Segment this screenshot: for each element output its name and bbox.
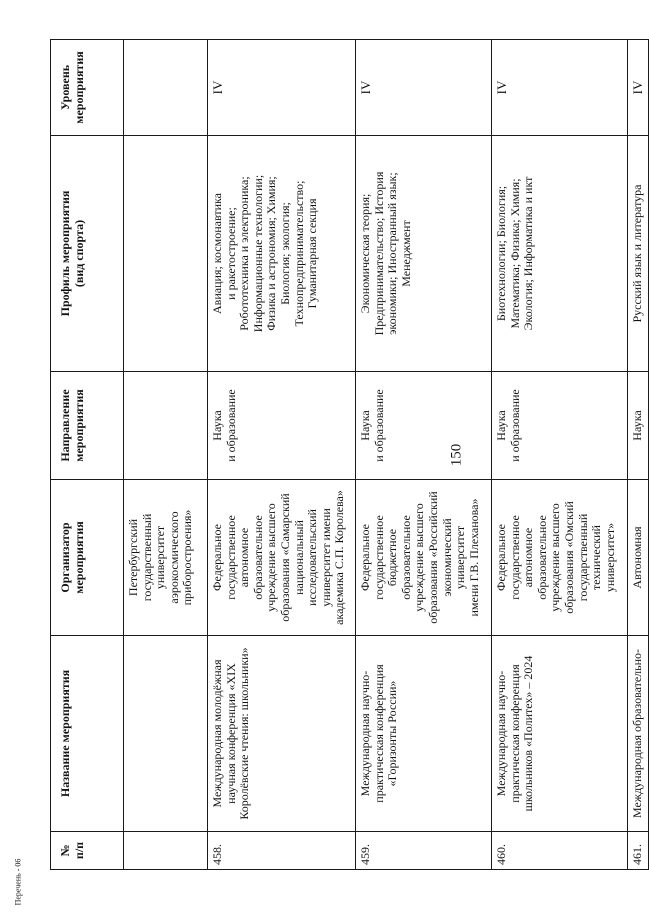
row-name: Международная образовательно- bbox=[628, 636, 649, 832]
table-row bbox=[208, 40, 356, 870]
row-profile: Авиация; космонавтика и ракетостроение; Робототехника и электроника; Информационные технологии; Физика и астрономия; Химия; Биология; экология; Технопредпринимательство; Гуманитарная секция bbox=[208, 136, 356, 372]
cont-profile bbox=[124, 136, 208, 372]
cont-organizer: Петербургский государственный университет аэрокосмического приборостроения» bbox=[124, 480, 208, 636]
header-organizer: Организатор мероприятия bbox=[51, 480, 124, 636]
events-table bbox=[50, 39, 649, 870]
row-organizer: Федеральное государственное бюджетное образовательное учреждение высшего образования «Российский экономический университет имени Г.В. Плеханова» bbox=[356, 480, 492, 636]
row-num: 461. bbox=[628, 832, 649, 870]
row-level: IV bbox=[628, 40, 649, 136]
header-num: № п/п bbox=[51, 832, 124, 870]
cont-level bbox=[124, 40, 208, 136]
header-direction: Направление мероприятия bbox=[51, 372, 124, 480]
row-level: IV bbox=[356, 40, 492, 136]
row-level: IV bbox=[492, 40, 628, 136]
row-direction: Наука и образование bbox=[492, 372, 628, 480]
row-profile: Экономическая теория; Предпринимательство; История экономики; Иностранный язык; Менеджмент bbox=[356, 136, 492, 372]
footer-code: Перечень - 06 bbox=[13, 858, 23, 906]
cont-num bbox=[124, 832, 208, 870]
row-name: Международная научно-практическая конференция «Горизонты России» bbox=[356, 636, 492, 832]
row-name: Международная молодёжная научная конференция «XIX Королёвские чтения: школьники» bbox=[208, 636, 356, 832]
row-profile: Биотехнологии; Биология; Математика; Физика; Химия; Экология; Информатика и икт bbox=[492, 136, 628, 372]
page-number: 150 bbox=[448, 443, 465, 467]
continuation-row bbox=[124, 40, 208, 870]
header-profile: Профиль мероприятия (вид спорта) bbox=[51, 136, 124, 372]
row-direction: Наука и образование bbox=[208, 372, 356, 480]
cont-direction bbox=[124, 372, 208, 480]
row-num: 460. bbox=[492, 832, 628, 870]
header-row bbox=[51, 40, 124, 870]
rotated-table-container bbox=[50, 40, 645, 870]
table-row bbox=[356, 40, 492, 870]
cont-name bbox=[124, 636, 208, 832]
row-num: 459. bbox=[356, 832, 492, 870]
row-level: IV bbox=[208, 40, 356, 136]
table-row bbox=[492, 40, 628, 870]
header-level: Уровень мероприятия bbox=[51, 40, 124, 136]
row-organizer: Федеральное государственное автономное образовательное учреждение высшего образования «Омский государственный технический университет» bbox=[492, 480, 628, 636]
header-name: Название мероприятия bbox=[51, 636, 124, 832]
table-row bbox=[628, 40, 649, 870]
row-organizer: Федеральное государственное автономное образовательное учреждение высшего образования «Самарский национальный исследовательский университет имени академика С.П. Королева» bbox=[208, 480, 356, 636]
row-num: 458. bbox=[208, 832, 356, 870]
row-organizer: Автономная bbox=[628, 480, 649, 636]
row-direction: Наука и образование bbox=[356, 372, 492, 480]
row-profile: Русский язык и литература bbox=[628, 136, 649, 372]
row-direction: Наука bbox=[628, 372, 649, 480]
row-name: Международная научно-практическая конференция школьников «Политех» – 2024 bbox=[492, 636, 628, 832]
